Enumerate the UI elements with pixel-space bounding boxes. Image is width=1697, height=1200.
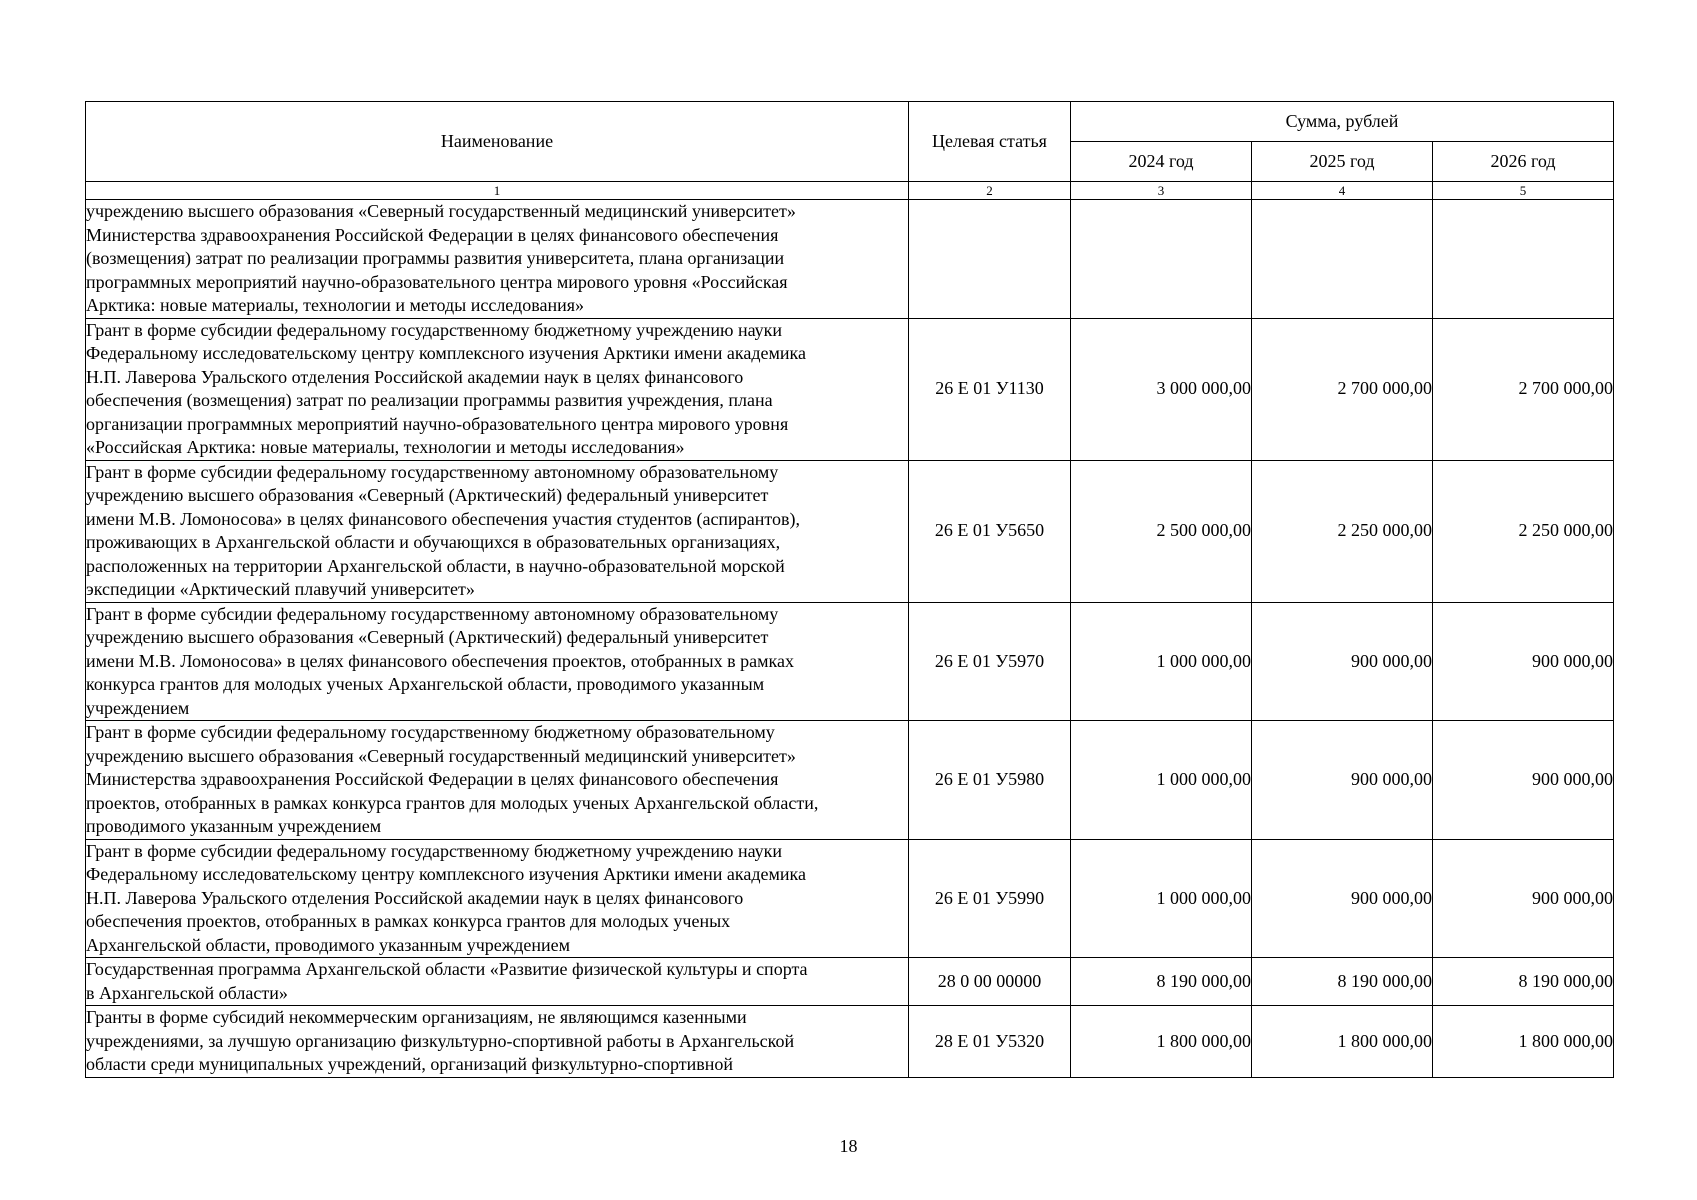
header-year-2025: 2025 год (1252, 142, 1433, 182)
column-number: 1 (86, 182, 909, 200)
row-amount-2024: 1 800 000,00 (1071, 1006, 1252, 1078)
row-amount-2025: 2 250 000,00 (1252, 460, 1433, 602)
table-row (86, 1006, 1614, 1078)
row-name-cell (86, 200, 909, 319)
row-name-line: Грант в форме субсидии федеральному государственному автономному образовательному (86, 461, 779, 482)
row-target-code: 26 Е 01 У1130 (909, 318, 1071, 460)
column-number: 3 (1071, 182, 1252, 200)
row-name-line: учреждению высшего образования «Северный (Арктический) федеральный университет (86, 485, 769, 505)
row-name-line: учреждением (86, 697, 190, 718)
row-name-cell (86, 958, 909, 1006)
row-name-line: учреждению высшего образования «Северный государственный медицинский университет» (86, 745, 796, 766)
row-name-line: проводимого указанным учреждением (86, 816, 382, 836)
row-amount-2024: 2 500 000,00 (1071, 460, 1252, 602)
column-number: 4 (1252, 182, 1433, 200)
row-name-line: учреждению высшего образования «Северный государственный медицинский университет» (86, 201, 796, 221)
row-target-code: 26 Е 01 У5970 (909, 602, 1071, 721)
row-name-line: программных мероприятий научно-образовательного центра мирового уровня «Российская (86, 271, 788, 292)
row-target-code: 26 Е 01 У5980 (909, 721, 1071, 840)
row-amount-2025: 1 800 000,00 (1252, 1006, 1433, 1078)
row-target-code: 26 Е 01 У5990 (909, 839, 1071, 958)
row-name-line: проектов, отобранных в рамках конкурса грантов для молодых ученых Архангельской области, (86, 792, 819, 813)
row-name-line: организации программных мероприятий научно-образовательного центра мирового уровня (86, 413, 789, 434)
row-name-line: Гранты в форме субсидий некоммерческим организациям, не являющимся казенными (86, 1007, 747, 1027)
row-name-line: Грант в форме субсидии федеральному государственному бюджетному образовательному (86, 722, 775, 742)
row-amount-2025: 900 000,00 (1252, 721, 1433, 840)
row-amount-2024: 1 000 000,00 (1071, 839, 1252, 958)
row-amount-2024: 3 000 000,00 (1071, 318, 1252, 460)
row-amount-2024: 8 190 000,00 (1071, 958, 1252, 1006)
table-row (86, 318, 1614, 460)
row-name-line: обеспечения проектов, отобранных в рамках конкурса грантов для молодых ученых (86, 911, 731, 931)
row-name-line: (возмещения) затрат по реализации программы развития университета, плана организации (86, 248, 785, 268)
row-name-line: экспедиции «Арктический плавучий университет» (86, 579, 475, 599)
table-row (86, 200, 1614, 319)
row-name-line: учреждениями, за лучшую организацию физкультурно-спортивной работы в Архангельской (86, 1030, 795, 1051)
row-name-line: имени М.В. Ломоносова» в целях финансового обеспечения проектов, отобранных в рамках (86, 650, 794, 671)
row-name-line: Федеральному исследовательскому центру комплексного изучения Арктики имени академика (86, 864, 806, 884)
header-sum: Сумма, рублей (1071, 102, 1614, 142)
row-name-line: имени М.В. Ломоносова» в целях финансового обеспечения участия студентов (аспирантов), (86, 508, 800, 529)
row-amount-2025: 2 700 000,00 (1252, 318, 1433, 460)
row-amount-2026: 900 000,00 (1433, 721, 1614, 840)
table-row (86, 839, 1614, 958)
row-name-cell (86, 1006, 909, 1078)
column-number: 5 (1433, 182, 1614, 200)
row-amount-2026: 2 250 000,00 (1433, 460, 1614, 602)
row-name-line: расположенных на территории Архангельской области, в научно-образовательной морской (86, 555, 785, 576)
row-name-line: Архангельской области, проводимого указанным учреждением (86, 934, 571, 955)
row-name-line: Грант в форме субсидии федеральному государственному автономному образовательному (86, 603, 779, 624)
table-row (86, 460, 1614, 602)
row-target-code (909, 200, 1071, 319)
row-name-line: «Российская Арктика: новые материалы, технологии и методы исследования» (86, 437, 685, 457)
row-name-line: Министерства здравоохранения Российской Федерации в целях финансового обеспечения (86, 224, 779, 245)
row-amount-2025: 900 000,00 (1252, 602, 1433, 721)
row-name-cell (86, 318, 909, 460)
table-header (86, 102, 1614, 200)
row-name-line: Министерства здравоохранения Российской Федерации в целях финансового обеспечения (86, 769, 779, 789)
row-amount-2024 (1071, 200, 1252, 319)
row-name-line: в Архангельской области» (86, 982, 288, 1003)
table-row (86, 602, 1614, 721)
header-row-1 (86, 102, 1614, 142)
row-name-line: Грант в форме субсидии федеральному государственному бюджетному учреждению науки (86, 319, 783, 340)
row-name-line: области среди муниципальных учреждений, организаций физкультурно-спортивной (86, 1054, 733, 1074)
row-target-code: 28 0 00 00000 (909, 958, 1071, 1006)
row-amount-2026: 900 000,00 (1433, 602, 1614, 721)
table-row (86, 721, 1614, 840)
table-body (86, 200, 1614, 1078)
row-name-line: Арктика: новые материалы, технологии и методы исследования» (86, 295, 585, 315)
header-code: Целевая статья (909, 102, 1071, 182)
column-number: 2 (909, 182, 1071, 200)
row-name-line: Государственная программа Архангельской области «Развитие физической культуры и спорта (86, 959, 808, 979)
row-name-line: Н.П. Лаверова Уральского отделения Российской академии наук в целях финансового (86, 887, 744, 908)
row-name-line: Н.П. Лаверова Уральского отделения Российской академии наук в целях финансового (86, 366, 744, 387)
row-amount-2025: 900 000,00 (1252, 839, 1433, 958)
row-amount-2024: 1 000 000,00 (1071, 602, 1252, 721)
row-name-cell (86, 602, 909, 721)
header-year-2024: 2024 год (1071, 142, 1252, 182)
row-name-line: обеспечения (возмещения) затрат по реализации программы развития учреждения, плана (86, 390, 773, 410)
row-name-cell (86, 460, 909, 602)
row-amount-2026 (1433, 200, 1614, 319)
row-target-code: 26 Е 01 У5650 (909, 460, 1071, 602)
row-target-code: 28 Е 01 У5320 (909, 1006, 1071, 1078)
budget-table (85, 101, 1614, 1078)
row-amount-2026: 900 000,00 (1433, 839, 1614, 958)
row-name-line: учреждению высшего образования «Северный (Арктический) федеральный университет (86, 627, 769, 647)
row-name-line: Грант в форме субсидии федеральному государственному бюджетному учреждению науки (86, 840, 783, 861)
row-name-line: Федеральному исследовательскому центру комплексного изучения Арктики имени академика (86, 343, 806, 363)
row-amount-2024: 1 000 000,00 (1071, 721, 1252, 840)
row-amount-2025 (1252, 200, 1433, 319)
row-name-line: проживающих в Архангельской области и обучающихся в образовательных организациях, (86, 532, 781, 552)
row-name-cell (86, 839, 909, 958)
table-row (86, 958, 1614, 1006)
header-year-2026: 2026 год (1433, 142, 1614, 182)
header-name: Наименование (86, 102, 909, 182)
row-amount-2025: 8 190 000,00 (1252, 958, 1433, 1006)
row-name-line: конкурса грантов для молодых ученых Архангельской области, проводимого указанным (86, 674, 765, 694)
page-number: 18 (839, 1136, 858, 1156)
row-amount-2026: 8 190 000,00 (1433, 958, 1614, 1006)
column-number-row (86, 182, 1614, 200)
row-amount-2026: 1 800 000,00 (1433, 1006, 1614, 1078)
row-name-cell (86, 721, 909, 840)
row-amount-2026: 2 700 000,00 (1433, 318, 1614, 460)
